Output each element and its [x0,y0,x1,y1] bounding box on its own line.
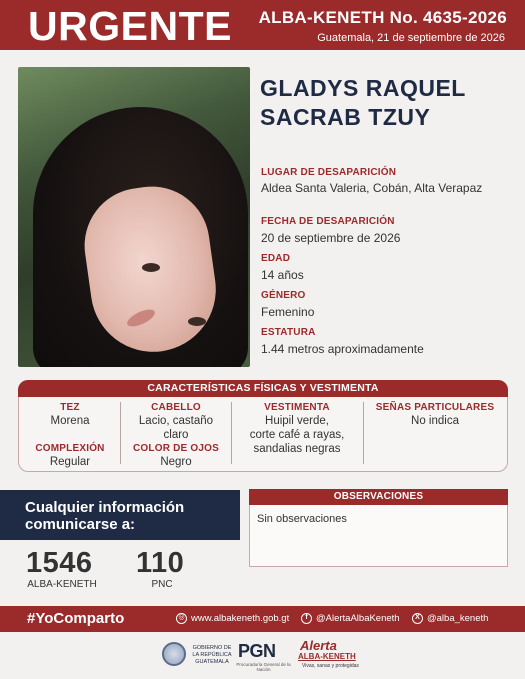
age-label: EDAD [261,253,291,264]
date-place: Guatemala, 21 de septiembre de 2026 [317,32,505,44]
hair-value-1: Lacio, castaño [138,415,214,427]
divider [120,402,121,464]
tez-value: Morena [50,415,90,427]
characteristics-title: CARACTERÍSTICAS FÍSICAS Y VESTIMENTA [18,380,508,397]
facebook-text: @AlertaAlbaKeneth [316,613,400,624]
contact-line-1: Cualquier información [25,499,185,516]
photo-eye-left [142,263,160,272]
x-link[interactable] [412,613,488,624]
facebook-icon: f [301,613,312,624]
tez-label: TEZ [60,402,80,413]
pnc-number[interactable]: 110 [136,547,185,579]
height-label: ESTATURA [261,327,316,338]
clothing-value-3: sandalias negras [253,443,341,455]
pnc-number-label: PNC [151,579,173,590]
observations-text: Sin observaciones [257,513,347,525]
facebook-link[interactable] [301,613,400,624]
observations-title: OBSERVACIONES [249,489,508,505]
globe-icon: ◎ [176,613,187,624]
gender-value: Femenino [261,305,315,319]
urgent-title: URGENTE [28,3,232,49]
hashtag: #YoComparto [27,610,125,627]
x-text: @alba_keneth [427,613,489,624]
alba-keneth-number[interactable]: 1546 [26,547,93,579]
alerta-logo: Alerta [300,638,337,653]
location-value: Aldea Santa Valeria, Cobán, Alta Verapaz [261,181,483,195]
complexion-value: Regular [49,456,91,468]
pgn-logo: PGN [238,641,276,661]
website-text: www.albakeneth.gob.gt [191,613,290,624]
contact-line-2: comunicarse a: [25,516,136,533]
alerta-logo-name: ALBA-KENETH [298,652,356,661]
location-label: LUGAR DE DESAPARICIÓN [261,167,397,178]
hair-label: CABELLO [151,402,201,413]
complexion-label: COMPLEXIÓN [35,443,105,454]
contact-text [25,499,225,533]
clothing-label: VESTIMENTA [264,402,330,413]
photo-eye-right [188,317,206,326]
divider [363,402,364,464]
eye-color-label: COLOR DE OJOS [133,443,219,454]
name-line-1: GLADYS RAQUEL [260,75,466,101]
gender-label: GÉNERO [261,290,306,301]
person-name [260,74,510,132]
x-icon: X [412,613,423,624]
age-value: 14 años [261,268,304,282]
height-value: 1.44 metros aproximadamente [261,342,424,356]
alba-keneth-number-label: ALBA-KENETH [27,579,97,590]
pgn-subtitle: Procuraduría General de la Nación [236,662,291,672]
date-value: 20 de septiembre de 2026 [261,231,401,245]
eye-color-value: Negro [160,456,192,468]
missing-person-photo [18,67,250,367]
divider [231,402,232,464]
name-line-2: SACRAB TZUY [260,104,431,130]
clothing-value-1: Huipil verde, [265,415,329,427]
date-label: FECHA DE DESAPARICIÓN [261,216,395,227]
case-number: ALBA-KENETH No. 4635-2026 [258,8,507,27]
hair-value-2: claro [163,429,189,441]
clothing-value-2: corte café a rayas, [249,429,345,441]
guatemala-seal-icon [162,642,186,666]
website-link[interactable] [176,613,289,624]
government-logo-text: GOBIERNO DE LA REPÚBLICA GUATEMALA [192,645,232,665]
distinguishing-marks-value: No indica [411,415,459,427]
alerta-logo-tagline: Vivas, sanas y protegidas [302,663,359,669]
distinguishing-marks-label: SEÑAS PARTICULARES [375,402,495,413]
